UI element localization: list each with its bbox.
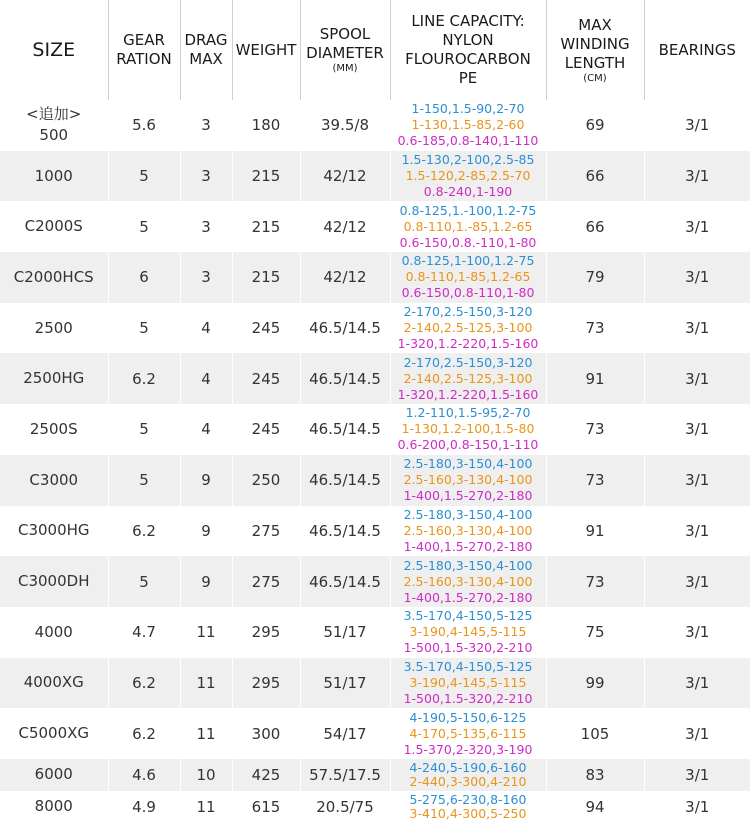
line-capacity-cell <box>390 791 546 823</box>
gear-ratio-cell: 4.9 <box>108 791 180 823</box>
spool-diameter-cell: 42/12 <box>300 252 390 303</box>
line-capacity-cell <box>390 556 546 607</box>
bearings-cell: 3/1 <box>644 252 750 303</box>
spool-diameter-cell: 39.5/8 <box>300 100 390 151</box>
weight-cell: 245 <box>232 303 300 354</box>
nylon-capacity: 2.5-180,3-150,4-100 <box>403 557 533 573</box>
table-header <box>0 0 750 100</box>
line-capacity-cell <box>390 506 546 557</box>
gear-ratio-cell: 6.2 <box>108 708 180 759</box>
weight-cell: 215 <box>232 252 300 303</box>
size-label: <追加> <box>26 105 82 124</box>
line-capacity-cell <box>390 607 546 658</box>
spool-diameter-cell: 51/17 <box>300 607 390 658</box>
size-cell <box>0 607 108 658</box>
bearings-cell: 3/1 <box>644 708 750 759</box>
drag-max-cell: 3 <box>180 151 232 202</box>
spool-diameter-cell: 46.5/14.5 <box>300 353 390 404</box>
gear-ratio-cell: 4.7 <box>108 607 180 658</box>
spool-diameter-cell: 46.5/14.5 <box>300 556 390 607</box>
drag-max-cell: 9 <box>180 556 232 607</box>
drag-max-cell: 3 <box>180 100 232 151</box>
spool-diameter-cell: 46.5/14.5 <box>300 404 390 455</box>
pe-capacity: 1.5-370,2-320,3-190 <box>403 741 533 757</box>
table-row <box>0 252 750 303</box>
size-label: C3000 <box>29 470 79 489</box>
bearings-cell: 3/1 <box>644 607 750 658</box>
pe-capacity: 1-500,1.5-320,2-210 <box>403 690 533 706</box>
header-spool-diameter: SPOOL DIAMETER (MM) <box>300 0 390 100</box>
fluorocarbon-capacity: 2-140,2.5-125,3-100 <box>403 370 533 386</box>
spool-diameter-cell: 46.5/14.5 <box>300 303 390 354</box>
size-label: 6000 <box>34 765 73 784</box>
table-row <box>0 404 750 455</box>
pe-capacity: 0.6-200,0.8-150,1-110 <box>397 437 539 453</box>
max-winding-length-cell: 91 <box>546 353 644 404</box>
drag-max-cell: 9 <box>180 506 232 557</box>
max-winding-length-cell: 66 <box>546 201 644 252</box>
max-winding-length-cell: 94 <box>546 791 644 823</box>
table-row <box>0 506 750 557</box>
gear-ratio-cell: 6.2 <box>108 658 180 709</box>
table-row <box>0 791 750 823</box>
size-cell <box>0 791 108 823</box>
pe-capacity: 0.6-150,0.8-110,1-80 <box>401 285 535 301</box>
nylon-capacity: 1.2-110,1.5-95,2-70 <box>405 405 531 421</box>
fluorocarbon-capacity: 0.8-110,1.-85,1.2-65 <box>403 218 533 234</box>
gear-ratio-cell: 5 <box>108 455 180 506</box>
header-drag-max: DRAG MAX <box>180 0 232 100</box>
size-cell <box>0 201 108 252</box>
size-cell <box>0 759 108 791</box>
drag-max-cell: 3 <box>180 252 232 303</box>
size-label: 2500S <box>29 419 78 438</box>
pe-capacity: 1-400,1.5-270,2-180 <box>403 589 533 605</box>
table-row <box>0 759 750 791</box>
drag-max-cell: 11 <box>180 658 232 709</box>
spool-diameter-cell: 46.5/14.5 <box>300 506 390 557</box>
size-cell <box>0 455 108 506</box>
weight-cell: 245 <box>232 404 300 455</box>
bearings-cell: 3/1 <box>644 100 750 151</box>
size-label: C5000XG <box>18 724 90 743</box>
gear-ratio-cell: 5 <box>108 303 180 354</box>
pe-capacity: 1-320,1.2-220,1.5-160 <box>397 336 539 352</box>
size-cell <box>0 404 108 455</box>
weight-cell: 615 <box>232 791 300 823</box>
line-capacity-cell <box>390 303 546 354</box>
pe-capacity: 1-500,1.5-320,2-210 <box>403 640 533 656</box>
spool-diameter-cell: 46.5/14.5 <box>300 455 390 506</box>
line-capacity-cell <box>390 201 546 252</box>
max-winding-length-cell: 75 <box>546 607 644 658</box>
size-cell <box>0 151 108 202</box>
spool-diameter-cell: 51/17 <box>300 658 390 709</box>
line-capacity-cell <box>390 658 546 709</box>
table-row <box>0 201 750 252</box>
nylon-capacity: 3.5-170,4-150,5-125 <box>403 608 533 624</box>
size-label: C3000DH <box>18 572 90 591</box>
nylon-capacity: 2.5-180,3-150,4-100 <box>403 506 533 522</box>
drag-max-cell: 4 <box>180 353 232 404</box>
drag-max-cell: 4 <box>180 404 232 455</box>
gear-ratio-cell: 5 <box>108 556 180 607</box>
bearings-cell: 3/1 <box>644 201 750 252</box>
size-cell <box>0 708 108 759</box>
max-winding-length-cell: 73 <box>546 404 644 455</box>
line-capacity-cell <box>390 455 546 506</box>
gear-ratio-cell: 6 <box>108 252 180 303</box>
size-label: C2000HCS <box>13 267 94 286</box>
spool-diameter-cell: 20.5/75 <box>300 791 390 823</box>
nylon-capacity: 0.8-125,1-100,1.2-75 <box>401 253 535 269</box>
nylon-capacity: 1-150,1.5-90,2-70 <box>411 101 525 117</box>
weight-cell: 295 <box>232 658 300 709</box>
size-cell <box>0 252 108 303</box>
max-winding-length-cell: 73 <box>546 556 644 607</box>
weight-cell: 295 <box>232 607 300 658</box>
weight-cell: 300 <box>232 708 300 759</box>
header-weight: WEIGHT <box>232 0 300 100</box>
gear-ratio-cell: 4.6 <box>108 759 180 791</box>
nylon-capacity: 4-190,5-150,6-125 <box>409 709 527 725</box>
drag-max-cell: 11 <box>180 791 232 823</box>
header-size: SIZE <box>32 38 76 61</box>
fluorocarbon-capacity: 3-410,4-300,5-250 <box>409 805 527 821</box>
drag-max-cell: 11 <box>180 607 232 658</box>
table-body <box>0 100 750 823</box>
line-capacity-cell <box>390 151 546 202</box>
weight-cell: 275 <box>232 556 300 607</box>
weight-cell: 425 <box>232 759 300 791</box>
fluorocarbon-capacity: 4-170,5-135,6-115 <box>409 725 527 741</box>
line-capacity-cell <box>390 353 546 404</box>
size-label: 4000 <box>34 622 73 641</box>
table-row <box>0 455 750 506</box>
gear-ratio-cell: 6.2 <box>108 353 180 404</box>
max-winding-length-cell: 79 <box>546 252 644 303</box>
bearings-cell: 3/1 <box>644 506 750 557</box>
spool-diameter-cell: 42/12 <box>300 201 390 252</box>
pe-capacity: 0.8-240,1-190 <box>423 184 513 200</box>
pe-capacity: 1-400,1.5-270,2-180 <box>403 538 533 554</box>
fluorocarbon-capacity: 1-130,1.2-100,1.5-80 <box>401 421 535 437</box>
spool-diameter-cell: 57.5/17.5 <box>300 759 390 791</box>
max-winding-length-cell: 73 <box>546 303 644 354</box>
header-bearings: BEARINGS <box>644 0 750 100</box>
fluorocarbon-capacity: 3-190,4-145,5-115 <box>409 674 527 690</box>
gear-ratio-cell: 5 <box>108 201 180 252</box>
drag-max-cell: 9 <box>180 455 232 506</box>
line-capacity-cell <box>390 708 546 759</box>
pe-capacity: 1-320,1.2-220,1.5-160 <box>397 386 539 402</box>
nylon-capacity: 2-170,2.5-150,3-120 <box>403 304 533 320</box>
fluorocarbon-capacity: 1.5-120,2-85,2.5-70 <box>405 168 531 184</box>
max-winding-length-cell: 66 <box>546 151 644 202</box>
weight-cell: 245 <box>232 353 300 404</box>
nylon-capacity: 3.5-170,4-150,5-125 <box>403 658 533 674</box>
pe-capacity: 0.6-185,0.8-140,1-110 <box>397 133 539 149</box>
size-cell <box>0 506 108 557</box>
nylon-capacity: 2.5-180,3-150,4-100 <box>403 456 533 472</box>
table-row <box>0 303 750 354</box>
line-capacity-cell <box>390 100 546 151</box>
size-label: 500 <box>39 126 69 145</box>
header-gear-ratio: GEAR RATION <box>108 0 180 100</box>
fluorocarbon-capacity: 1-130,1.5-85,2-60 <box>411 117 525 133</box>
max-winding-length-cell: 91 <box>546 506 644 557</box>
max-winding-length-cell: 73 <box>546 455 644 506</box>
size-label: 1000 <box>34 166 73 185</box>
gear-ratio-cell: 5 <box>108 151 180 202</box>
size-label: 4000XG <box>23 673 84 692</box>
weight-cell: 215 <box>232 201 300 252</box>
table-row <box>0 556 750 607</box>
size-cell <box>0 658 108 709</box>
nylon-capacity: 5-275,6-230,8-160 <box>409 791 527 807</box>
weight-cell: 275 <box>232 506 300 557</box>
fluorocarbon-capacity: 0.8-110,1-85,1.2-65 <box>405 269 531 285</box>
spool-diameter-cell: 54/17 <box>300 708 390 759</box>
pe-capacity: 1-400,1.5-270,2-180 <box>403 488 533 504</box>
table-row <box>0 607 750 658</box>
line-capacity-cell <box>390 252 546 303</box>
bearings-cell: 3/1 <box>644 151 750 202</box>
drag-max-cell: 11 <box>180 708 232 759</box>
drag-max-cell: 3 <box>180 201 232 252</box>
pe-capacity: 0.6-150,0.8.-110,1-80 <box>399 234 537 250</box>
line-capacity-cell <box>390 404 546 455</box>
size-cell <box>0 556 108 607</box>
max-winding-length-cell: 83 <box>546 759 644 791</box>
drag-max-cell: 4 <box>180 303 232 354</box>
line-capacity-cell <box>390 759 546 791</box>
fluorocarbon-capacity: 2-440,3-300,4-210 <box>409 773 527 789</box>
size-cell <box>0 303 108 354</box>
bearings-cell: 3/1 <box>644 353 750 404</box>
gear-ratio-cell: 6.2 <box>108 506 180 557</box>
size-cell <box>0 353 108 404</box>
table-row <box>0 100 750 151</box>
nylon-capacity: 1.5-130,2-100,2.5-85 <box>401 152 535 168</box>
fluorocarbon-capacity: 3-190,4-145,5-115 <box>409 624 527 640</box>
table-row <box>0 708 750 759</box>
table-row <box>0 151 750 202</box>
fluorocarbon-capacity: 2.5-160,3-130,4-100 <box>403 573 533 589</box>
fluorocarbon-capacity: 2.5-160,3-130,4-100 <box>403 472 533 488</box>
size-label: 2500 <box>34 318 73 337</box>
nylon-capacity: 2-170,2.5-150,3-120 <box>403 354 533 370</box>
gear-ratio-cell: 5 <box>108 404 180 455</box>
header-max-winding-length: MAX WINDING LENGTH (CM) <box>546 0 644 100</box>
nylon-capacity: 4-240,5-190,6-160 <box>409 759 527 775</box>
drag-max-cell: 10 <box>180 759 232 791</box>
bearings-cell: 3/1 <box>644 658 750 709</box>
size-label: 8000 <box>34 797 73 816</box>
weight-cell: 215 <box>232 151 300 202</box>
spool-diameter-cell: 42/12 <box>300 151 390 202</box>
header-line-capacity: LINE CAPACITY: NYLON FLOUROCARBON PE <box>390 0 546 100</box>
bearings-cell: 3/1 <box>644 455 750 506</box>
table-row <box>0 353 750 404</box>
table-row <box>0 658 750 709</box>
size-label: 2500HG <box>23 369 85 388</box>
bearings-cell: 3/1 <box>644 404 750 455</box>
bearings-cell: 3/1 <box>644 556 750 607</box>
weight-cell: 250 <box>232 455 300 506</box>
max-winding-length-cell: 105 <box>546 708 644 759</box>
size-label: C3000HG <box>17 521 90 540</box>
size-cell <box>0 100 108 151</box>
bearings-cell: 3/1 <box>644 791 750 823</box>
gear-ratio-cell: 5.6 <box>108 100 180 151</box>
max-winding-length-cell: 99 <box>546 658 644 709</box>
max-winding-length-cell: 69 <box>546 100 644 151</box>
bearings-cell: 3/1 <box>644 303 750 354</box>
size-label: C2000S <box>24 217 83 236</box>
weight-cell: 180 <box>232 100 300 151</box>
fluorocarbon-capacity: 2-140,2.5-125,3-100 <box>403 320 533 336</box>
bearings-cell: 3/1 <box>644 759 750 791</box>
nylon-capacity: 0.8-125,1.-100,1.2-75 <box>399 202 537 218</box>
fluorocarbon-capacity: 2.5-160,3-130,4-100 <box>403 522 533 538</box>
